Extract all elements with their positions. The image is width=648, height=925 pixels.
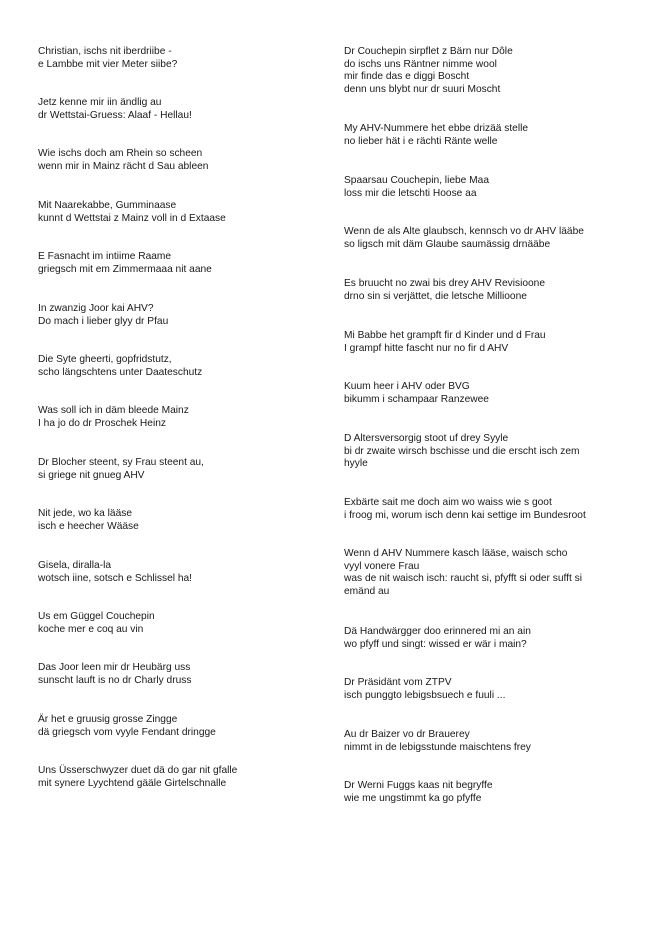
verse-left-15: Uns Üsserschwyzer duet dä do gar nit gfalle mit synere Lyychtend gääle Girtelschnalle — [38, 765, 238, 789]
verse-right-3: Spaarsau Couchepin, liebe Maa loss mir die letschti Hoose aa — [344, 175, 489, 199]
verse-left-3: Wie ischs doch am Rhein so scheen wenn mir in Mainz rächt d Sau ableen — [38, 148, 209, 172]
verse-left-5: E Fasnacht im intiime Raame griegsch mit em Zimmermaaa nit aane — [38, 251, 212, 275]
verse-right-6: Mi Babbe het grampft fir d Kinder und d Frau I grampf hitte fascht nur no fir d AHV — [344, 330, 546, 354]
verse-left-4: Mit Naarekabbe, Gumminaase kunnt d Wettstai z Mainz voll in d Extaase — [38, 200, 226, 224]
verse-right-14: Dr Werni Fuggs kaas nit begryffe wie me ungstimmt ka go pfyffe — [344, 780, 493, 804]
verse-left-1: Christian, ischs nit iberdriibe - e Lambbe mit vier Meter siibe? — [38, 46, 178, 70]
verse-right-10: Wenn d AHV Nummere kasch lääse, waisch scho vyyl vonere Frau was de nit waisch isch: raucht si, pfyfft si oder sufft si emänd au — [344, 548, 582, 597]
verse-left-7: Die Syte gheerti, gopfridstutz, scho längschtens unter Daateschutz — [38, 354, 203, 378]
verse-left-6: In zwanzig Joor kai AHV? Do mach i lieber glyy dr Pfau — [38, 303, 169, 327]
verse-left-11: Gisela, diralla-la wotsch iine, sotsch e Schlissel ha! — [38, 560, 193, 584]
verse-right-13: Au dr Baizer vo dr Brauerey nimmt in de lebigsstunde maischtens frey — [344, 729, 531, 753]
verse-right-2: My AHV-Nummere het ebbe drizää stelle no lieber hät i e rächti Ränte welle — [344, 123, 529, 147]
verse-left-9: Dr Blocher steent, sy Frau steent au, si griege nit gnueg AHV — [38, 457, 204, 481]
verse-right-7: Kuum heer i AHV oder BVG bikumm i schampaar Ranzewee — [344, 381, 489, 405]
verse-left-10: Nit jede, wo ka lääse isch e heecher Wääse — [38, 508, 139, 532]
verse-left-13: Das Joor leen mir dr Heubärg uss sunscht lauft is no dr Charly druss — [38, 662, 192, 686]
verse-right-5: Es bruucht no zwai bis drey AHV Revisioone drno sin si verjättet, die letsche Millioone — [344, 278, 546, 302]
verse-right-1: Dr Couchepin sirpflet z Bärn nur Dôle do ischs uns Räntner nimme wool mir finde das e diggi Boscht denn uns blybt nur dr suuri Moscht — [344, 46, 513, 95]
verse-right-8: D Altersversorgig stoot uf drey Syyle bi dr zwaite wirsch bschisse und die erscht isch zem hyyle — [344, 433, 580, 470]
verse-left-2: Jetz kenne mir iin ändlig au dr Wettstai-Gruess: Alaaf - Hellau! — [38, 97, 192, 121]
verse-right-11: Dä Handwärgger doo erinnered mi an ain wo pfyff und singt: wissed er wär i main? — [344, 626, 531, 650]
verse-left-12: Us em Güggel Couchepin koche mer e coq au vin — [38, 611, 155, 635]
verse-right-9: Exbärte sait me doch aim wo waiss wie s goot i froog mi, worum isch denn kai settige im Bundesroot — [344, 497, 586, 521]
verse-right-4: Wenn de als Alte glaubsch, kennsch vo dr AHV lääbe so ligsch mit däm Glaube saumässig drnääbe — [344, 226, 584, 250]
verse-right-12: Dr Präsidänt vom ZTPV isch punggto lebigsbsuech e fuuli ... — [344, 677, 506, 701]
verse-left-14: Är het e gruusig grosse Zingge dä griegsch vom vyyle Fendant dringge — [38, 714, 216, 738]
verse-left-8: Was soll ich in däm bleede Mainz I ha jo do dr Proschek Heinz — [38, 405, 189, 429]
